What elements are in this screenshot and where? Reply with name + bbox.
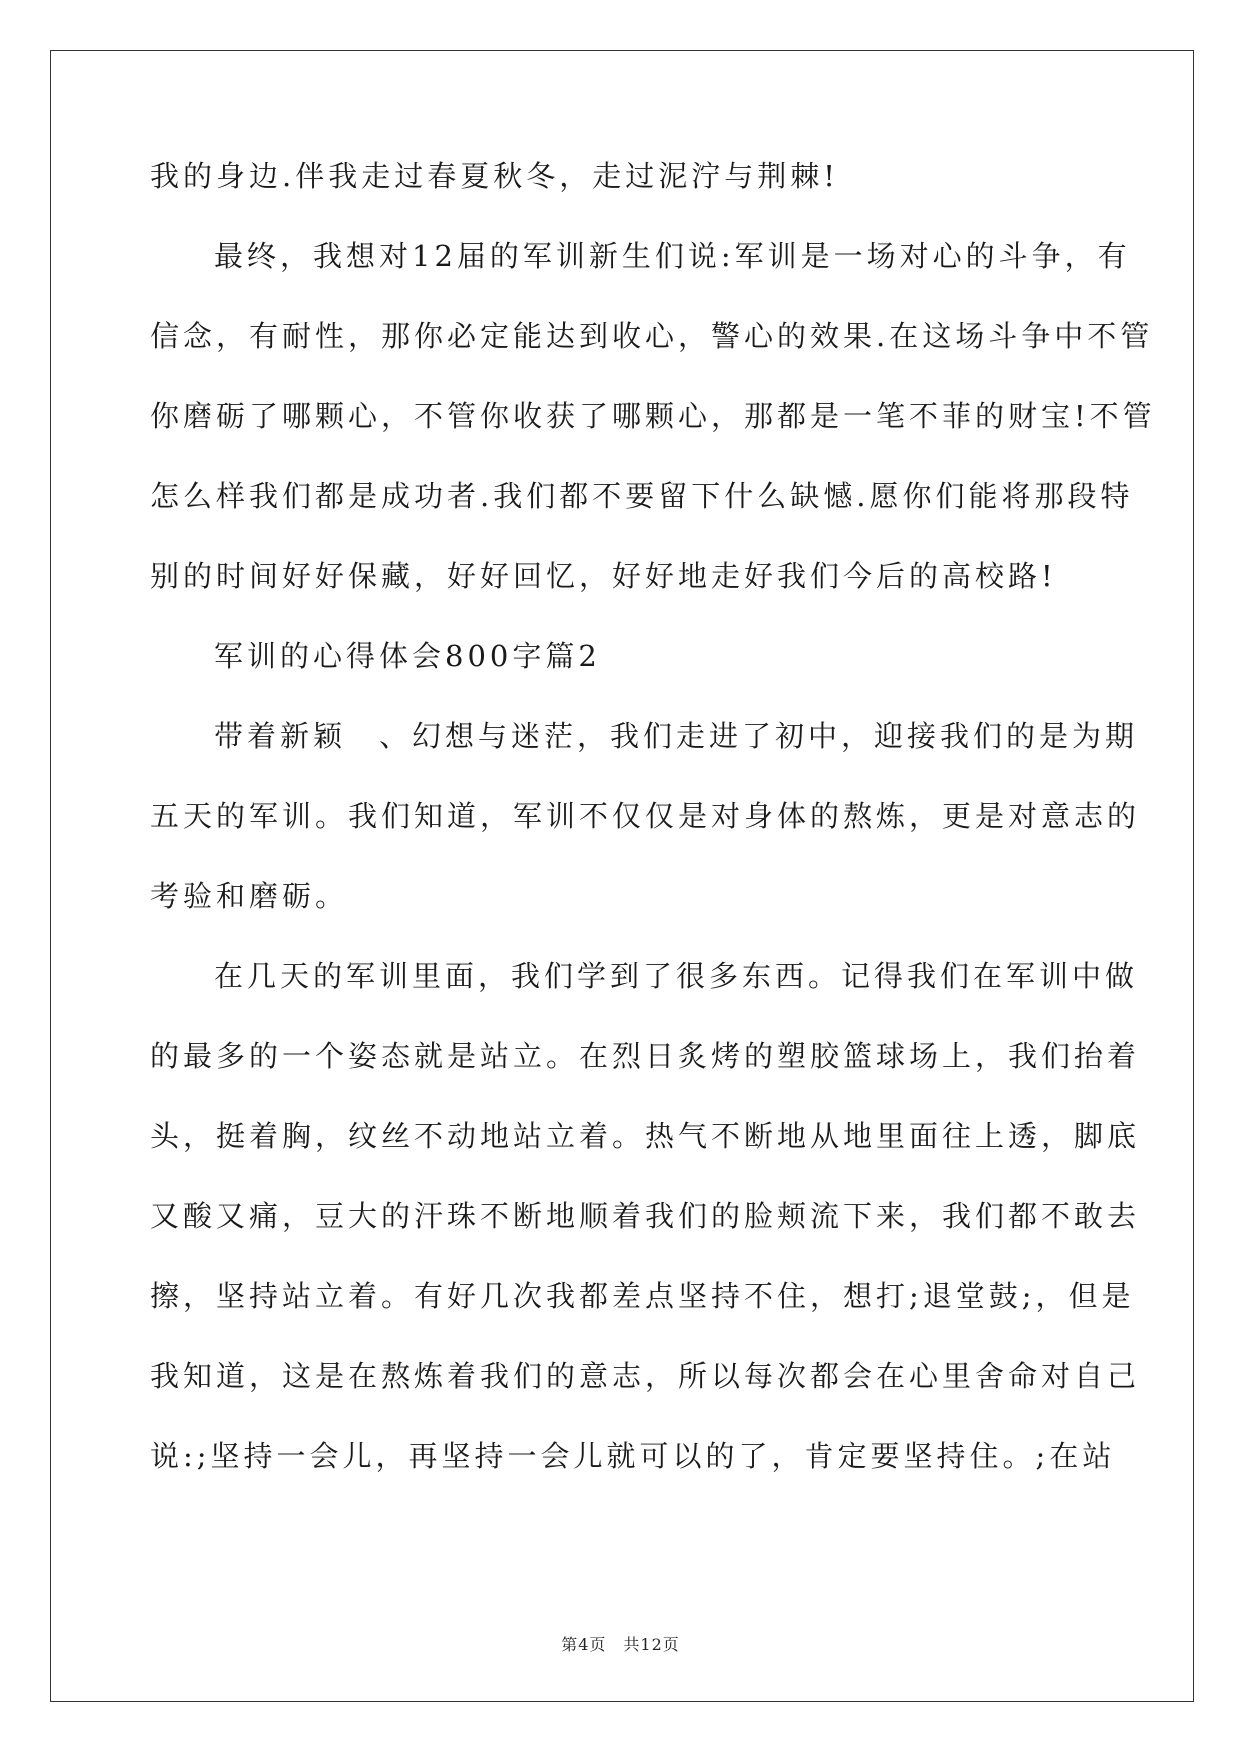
page-number: 第4页 共12页 <box>561 1635 680 1654</box>
text-line: 又酸又痛，豆大的汗珠不断地顺着我们的脸颊流下来，我们都不敢去 <box>150 1199 1141 1233</box>
text-line: 我知道，这是在熬炼着我们的意志，所以每次都会在心里舍命对自己 <box>150 1359 1141 1393</box>
text-line: 五天的军训。我们知道，军训不仅仅是对身体的熬炼，更是对意志的 <box>150 799 1141 833</box>
text-line: 说:;坚持一会儿，再坚持一会儿就可以的了，肯定要坚持住。;在站 <box>150 1439 1116 1473</box>
text-line: 别的时间好好保藏，好好回忆，好好地走好我们今后的高校路! <box>150 559 1057 593</box>
paragraph-start: 在几天的军训里面，我们学到了很多东西。记得我们在军训中做 <box>214 959 1139 993</box>
document-body <box>150 159 1156 1520</box>
section-heading: 军训的心得体会800字篇2 <box>214 639 601 673</box>
text-line: 信念，有耐性，那你必定能达到收心，警心的效果.在这场斗争中不管 <box>150 319 1154 353</box>
paragraph-start: 带着新颖 、幻想与迷茫，我们走进了初中，迎接我们的是为期 <box>214 719 1139 753</box>
paragraph-start: 最终，我想对12届的军训新生们说:军训是一场对心的斗争，有 <box>214 239 1131 273</box>
text-line: 的最多的一个姿态就是站立。在烈日炙烤的塑胶篮球场上，我们抬着 <box>150 1039 1141 1073</box>
text-line: 考验和磨砺。 <box>150 879 349 913</box>
text-line: 头，挺着胸，纹丝不动地站立着。热气不断地从地里面往上透，脚底 <box>150 1119 1141 1153</box>
text-line: 擦，坚持站立着。有好几次我都差点坚持不住，想打;退堂鼓;，但是 <box>150 1279 1135 1313</box>
text-line: 怎么样我们都是成功者.我们都不要留下什么缺憾.愿你们能将那段特 <box>150 479 1134 513</box>
text-line: 我的身边.伴我走过春夏秋冬，走过泥泞与荆棘! <box>150 159 839 193</box>
text-line: 你磨砺了哪颗心，不管你收获了哪颗心，那都是一笔不菲的财宝!不管 <box>150 399 1156 433</box>
